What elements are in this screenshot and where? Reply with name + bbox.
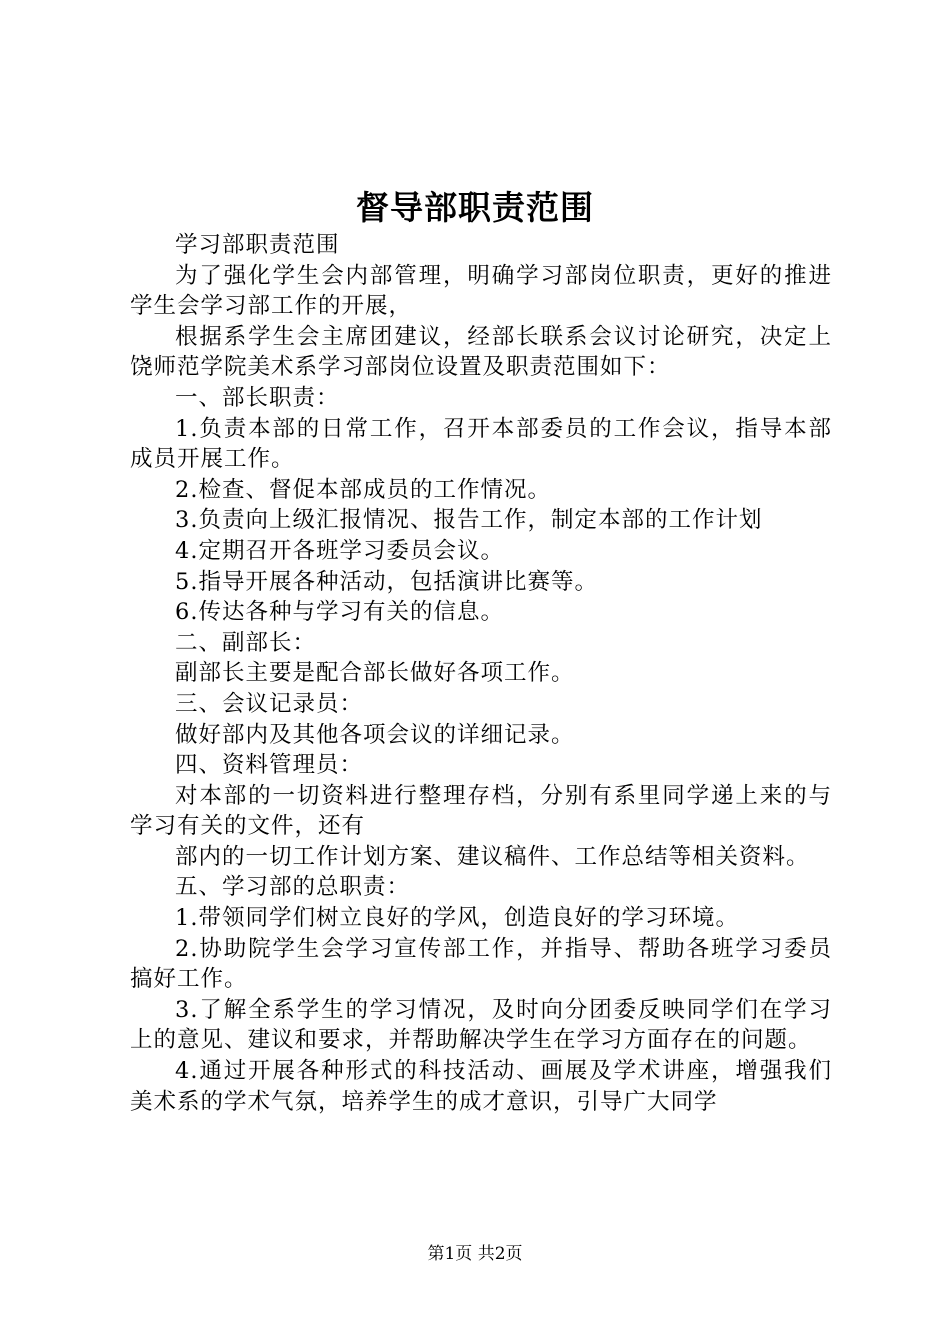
section-heading: 二、副部长： [175, 629, 317, 656]
paragraph: 做好部内及其他各项会议的详细记录。 [175, 721, 575, 748]
list-item: 1.负责本部的日常工作，召开本部委员的工作会议，指导本部成员开展工作。 [130, 415, 832, 473]
section-heading: 四、资料管理员： [175, 752, 364, 779]
section-heading: 三、会议记录员： [175, 690, 364, 717]
document-title: 督导部职责范围 [356, 188, 594, 227]
paragraph: 学习部职责范围 [175, 232, 340, 258]
paragraph: 部内的一切工作计划方案、建议稿件、工作总结等相关资料。 [175, 843, 810, 870]
paragraph: 为了强化学生会内部管理，明确学习部岗位职责，更好的推进学生会学习部工作的开展， [130, 262, 832, 320]
list-item: 2.协助院学生会学习宣传部工作，并指导、帮助各班学习委员搞好工作。 [130, 935, 832, 993]
list-item: 4.通过开展各种形式的科技活动、画展及学术讲座，增强我们美术系的学术气氛，培养学生的成才意识，引导广大同学 [130, 1058, 832, 1115]
list-item: 6.传达各种与学习有关的信息。 [175, 599, 504, 626]
list-item: 2.检查、督促本部成员的工作情况。 [175, 476, 551, 503]
section-heading: 一、部长职责： [175, 384, 340, 411]
list-item: 3.了解全系学生的学习情况，及时向分团委反映同学们在学习上的意见、建议和要求，并帮助解决学生在学习方面存在的问题。 [130, 996, 832, 1054]
list-item: 5.指导开展各种活动，包括演讲比赛等。 [175, 568, 598, 595]
section-heading: 五、学习部的总职责： [175, 874, 411, 901]
document-body [130, 230, 832, 1117]
paragraph: 根据系学生会主席团建议，经部长联系会议讨论研究，决定上饶师范学院美术系学习部岗位设置及职责范围如下： [130, 323, 832, 381]
list-item: 4.定期召开各班学习委员会议。 [175, 537, 504, 564]
paragraph: 副部长主要是配合部长做好各项工作。 [175, 660, 575, 687]
paragraph: 对本部的一切资料进行整理存档，分别有系里同学递上来的与学习有关的文件，还有 [130, 782, 832, 840]
list-item: 3.负责向上级汇报情况、报告工作，制定本部的工作计划 [175, 507, 763, 534]
list-item: 1.带领同学们树立良好的学风，创造良好的学习环境。 [175, 905, 739, 932]
page-number: 第1页 共2页 [427, 1244, 523, 1264]
